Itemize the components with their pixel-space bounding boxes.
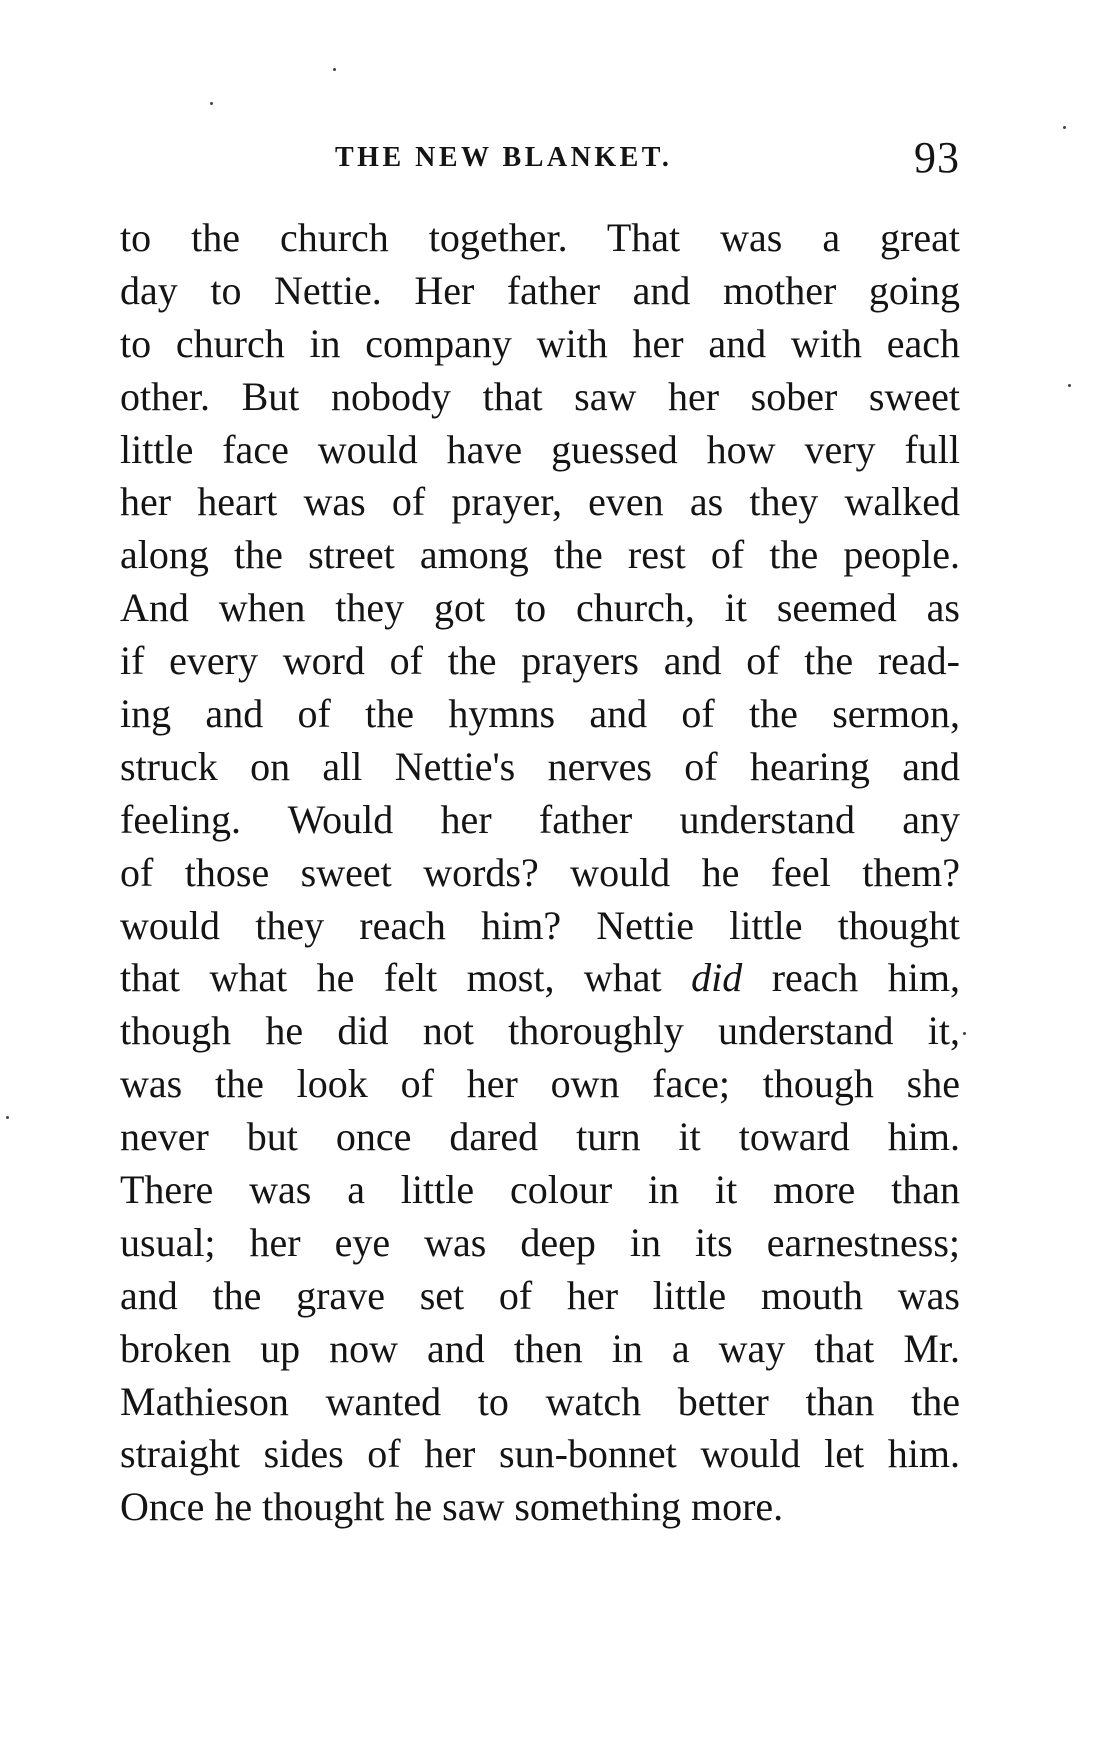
text-line: And when they got to church, it seemed as [120, 585, 960, 631]
page-number: 93 [914, 133, 960, 182]
text-line: ing and of the hymns and of the sermon, [120, 691, 960, 737]
text-line: struck on all Nettie's nerves of hearing and [120, 743, 960, 789]
text-line: Once he thought he saw something more. [120, 1484, 784, 1530]
text-line: was the look of her own face; though she [120, 1061, 960, 1107]
text-line: broken up now and then in a way that Mr. [120, 1325, 960, 1371]
paper-speck [210, 102, 213, 105]
text-line: if every word of the prayers and of the read- [120, 638, 960, 684]
paper-speck [6, 1116, 9, 1119]
text-line: usual; her eye was deep in its earnestness; [120, 1219, 960, 1265]
text-line: never but once dared turn it toward him. [120, 1114, 960, 1160]
text-line: and the grave set of her little mouth was [120, 1272, 960, 1318]
body-text [120, 212, 960, 1534]
text-line: feeling. Would her father understand any [120, 796, 960, 842]
text-line: little face would have guessed how very full [120, 426, 960, 472]
text-line: to church in company with her and with each [120, 320, 960, 366]
paper-speck [963, 1032, 966, 1035]
text-line: day to Nettie. Her father and mother going [120, 267, 960, 313]
paper-speck [1068, 384, 1071, 387]
paper-speck [1063, 126, 1066, 129]
text-line: straight sides of her sun-bonnet would let him. [120, 1431, 960, 1477]
text-line: of those sweet words? would he feel them? [120, 849, 960, 895]
text-line: would they reach him? Nettie little thought [120, 902, 960, 948]
text-line: her heart was of prayer, even as they walked [120, 479, 960, 525]
text-segment: that what he felt most, what [120, 955, 692, 1001]
text-segment: reach him, [742, 955, 960, 1001]
text-line: to the church together. That was a great [120, 215, 960, 260]
running-head: THE NEW BLANKET. [335, 142, 673, 173]
page-header [120, 132, 960, 202]
text-line: though he did not thoroughly understand it, [120, 1008, 960, 1054]
text-line: along the street among the rest of the people. [120, 532, 960, 578]
text-line: Mathieson wanted to watch better than the [120, 1378, 960, 1424]
italic-word: did [691, 955, 743, 1001]
text-line: There was a little colour in it more than [120, 1167, 960, 1213]
text-line: other. But nobody that saw her sober sweet [120, 373, 960, 419]
paper-speck [333, 68, 336, 71]
text-line-with-italic [120, 952, 960, 1005]
